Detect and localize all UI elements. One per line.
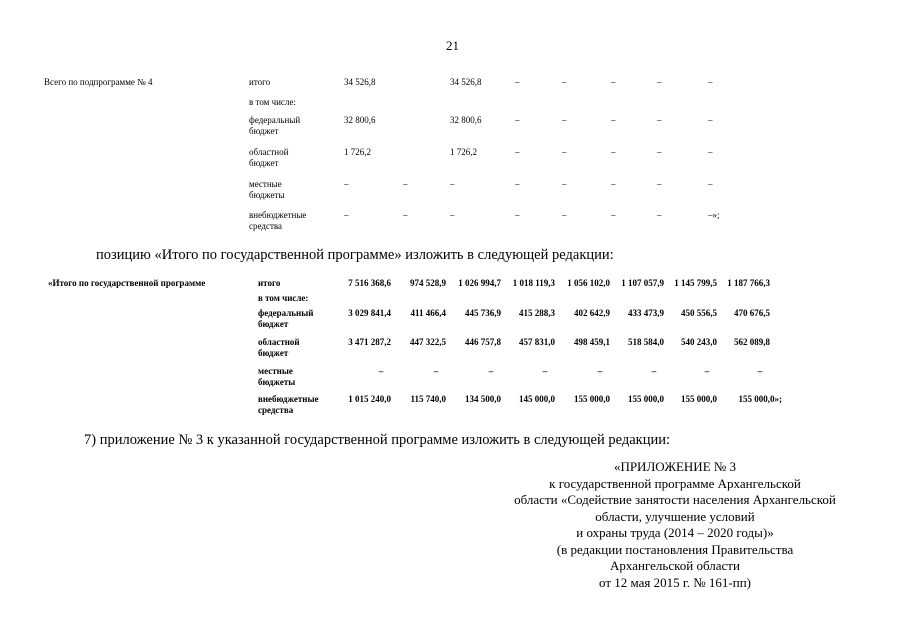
- table2-row-label: внебюджетные средства: [258, 394, 319, 415]
- table2-cell: –: [542, 366, 548, 376]
- table1-cell: 1 726,2: [344, 147, 371, 157]
- appendix-line: области «Содействие занятости населения Архангельской: [514, 492, 836, 507]
- table1-cell: –: [515, 77, 520, 87]
- table2-cell: 445 736,9: [465, 308, 501, 318]
- table2-cell: –: [597, 366, 603, 376]
- table2-cell: 450 556,5: [681, 308, 717, 318]
- table2-cell: 446 757,8: [465, 337, 501, 347]
- table1-cell: –: [344, 210, 349, 220]
- paragraph-appendix-3: 7) приложение № 3 к указанной государственной программе изложить в следующей редакции:: [84, 432, 671, 448]
- appendix-line: Архангельской области: [610, 558, 740, 573]
- table2-cell: 402 642,9: [574, 308, 610, 318]
- table2-cell: 562 089,8: [734, 337, 770, 347]
- table1-cell: –: [657, 147, 662, 157]
- table2-cell: 1 018 119,3: [512, 278, 555, 288]
- table1-cell: –: [515, 210, 520, 220]
- table1-cell: –: [611, 77, 616, 87]
- table2-cell: 155 000,0: [681, 394, 717, 404]
- table2-row-label: итого: [258, 278, 281, 288]
- table2-cell: 115 740,0: [410, 394, 446, 404]
- table2-cell: 518 584,0: [628, 337, 664, 347]
- table1-row-label: внебюджетные средства: [249, 210, 307, 231]
- table2-cell: 540 243,0: [681, 337, 717, 347]
- table1-cell: –: [611, 115, 616, 125]
- table1-cell: –: [657, 77, 662, 87]
- table1-cell: –: [450, 210, 455, 220]
- table2-cell: 3 029 841,4: [348, 308, 391, 318]
- table1-cell: 34 526,8: [450, 77, 482, 87]
- table2-cell: 1 026 994,7: [458, 278, 501, 288]
- table2-cell: 433 473,9: [628, 308, 664, 318]
- table1-cell: –: [450, 179, 455, 189]
- table2-cell: 1 145 799,5: [674, 278, 717, 288]
- paragraph-total-position: позицию «Итого по государственной программе» изложить в следующей редакции:: [96, 247, 614, 263]
- table1-cell: –: [562, 147, 567, 157]
- table2-cell: 415 288,3: [519, 308, 555, 318]
- table1-row-label: областной бюджет: [249, 147, 289, 168]
- table2-cell: –: [704, 366, 710, 376]
- table1-cell: –: [708, 179, 713, 189]
- table2-title: «Итого по государственной программе: [48, 278, 206, 288]
- table2-cell: 1 187 766,3: [727, 278, 770, 288]
- table2-cell: 974 528,9: [410, 278, 446, 288]
- table1-cell: –: [344, 179, 349, 189]
- table1-cell: –: [657, 210, 662, 220]
- table1-cell: –: [611, 210, 616, 220]
- table1-cell: –: [708, 147, 713, 157]
- table2-row-label: федеральный бюджет: [258, 308, 314, 329]
- table2-cell: 7 516 368,6: [348, 278, 391, 288]
- table1-cell: –: [611, 147, 616, 157]
- table1-cell: 32 800,6: [344, 115, 376, 125]
- table1-cell: 1 726,2: [450, 147, 477, 157]
- table1-cell: 34 526,8: [344, 77, 376, 87]
- table2-cell: 411 466,4: [410, 308, 446, 318]
- table1-cell: –: [657, 115, 662, 125]
- table1-cell: –: [515, 147, 520, 157]
- table2-cell: 447 322,5: [410, 337, 446, 347]
- table1-cell: –»;: [708, 210, 720, 220]
- table2-row-label: местные бюджеты: [258, 366, 296, 387]
- table1-cell: –: [611, 179, 616, 189]
- appendix-line: от 12 мая 2015 г. № 161-пп): [599, 574, 751, 590]
- table2-cell: 470 676,5: [734, 308, 770, 318]
- table2-cell: 457 831,0: [519, 337, 555, 347]
- table1-cell: 32 800,6: [450, 115, 482, 125]
- table2-cell: –: [651, 366, 657, 376]
- appendix-line: к государственной программе Архангельской: [549, 475, 801, 491]
- table1-cell: –: [515, 179, 520, 189]
- appendix-line: и охраны труда (2014 – 2020 годы)»: [576, 525, 774, 540]
- table2-cell: 3 471 287,2: [348, 337, 391, 347]
- table1-cell: –: [562, 77, 567, 87]
- page-number: 21: [446, 38, 459, 53]
- table1-row-label: итого: [249, 77, 271, 87]
- appendix-line: «ПРИЛОЖЕНИЕ № 3: [613, 459, 737, 474]
- appendix-header: [475, 459, 875, 591]
- table1-row-label: в том числе:: [249, 97, 296, 107]
- table1-row-label: местные бюджеты: [249, 179, 285, 200]
- table1-cell: –: [708, 115, 713, 125]
- table1-cell: –: [657, 179, 662, 189]
- table2-cell: 498 459,1: [574, 337, 610, 347]
- table2-cell: –: [757, 366, 763, 376]
- table2-cell: 1 056 102,0: [567, 278, 610, 288]
- table1-cell: –: [403, 210, 408, 220]
- table1-cell: –: [403, 179, 408, 189]
- table1-cell: –: [708, 77, 713, 87]
- table2-cell: 155 000,0: [574, 394, 610, 404]
- table2-cell: 1 015 240,0: [348, 394, 391, 404]
- table2-row-label: в том числе:: [258, 293, 309, 303]
- table1-cell: –: [515, 115, 520, 125]
- appendix-line: области, улучшение условий: [595, 508, 755, 524]
- table2-cell: 134 500,0: [465, 394, 501, 404]
- table2-cell: –: [488, 366, 494, 376]
- table2-cell: –: [378, 366, 384, 376]
- table2-row-label: областной бюджет: [258, 337, 300, 358]
- table2-cell: 155 000,0»;: [738, 394, 782, 404]
- table2-cell: –: [433, 366, 439, 376]
- table2-cell: 145 000,0: [519, 394, 555, 404]
- table1-cell: –: [562, 210, 567, 220]
- appendix-line: (в редакции постановления Правительства: [556, 541, 794, 557]
- table1-title: Всего по подпрограмме № 4: [44, 77, 153, 87]
- table2-cell: 1 107 057,9: [621, 278, 664, 288]
- table2-cell: 155 000,0: [628, 394, 664, 404]
- table1-cell: –: [562, 179, 567, 189]
- table1-cell: –: [562, 115, 567, 125]
- table1-row-label: федеральный бюджет: [249, 115, 301, 136]
